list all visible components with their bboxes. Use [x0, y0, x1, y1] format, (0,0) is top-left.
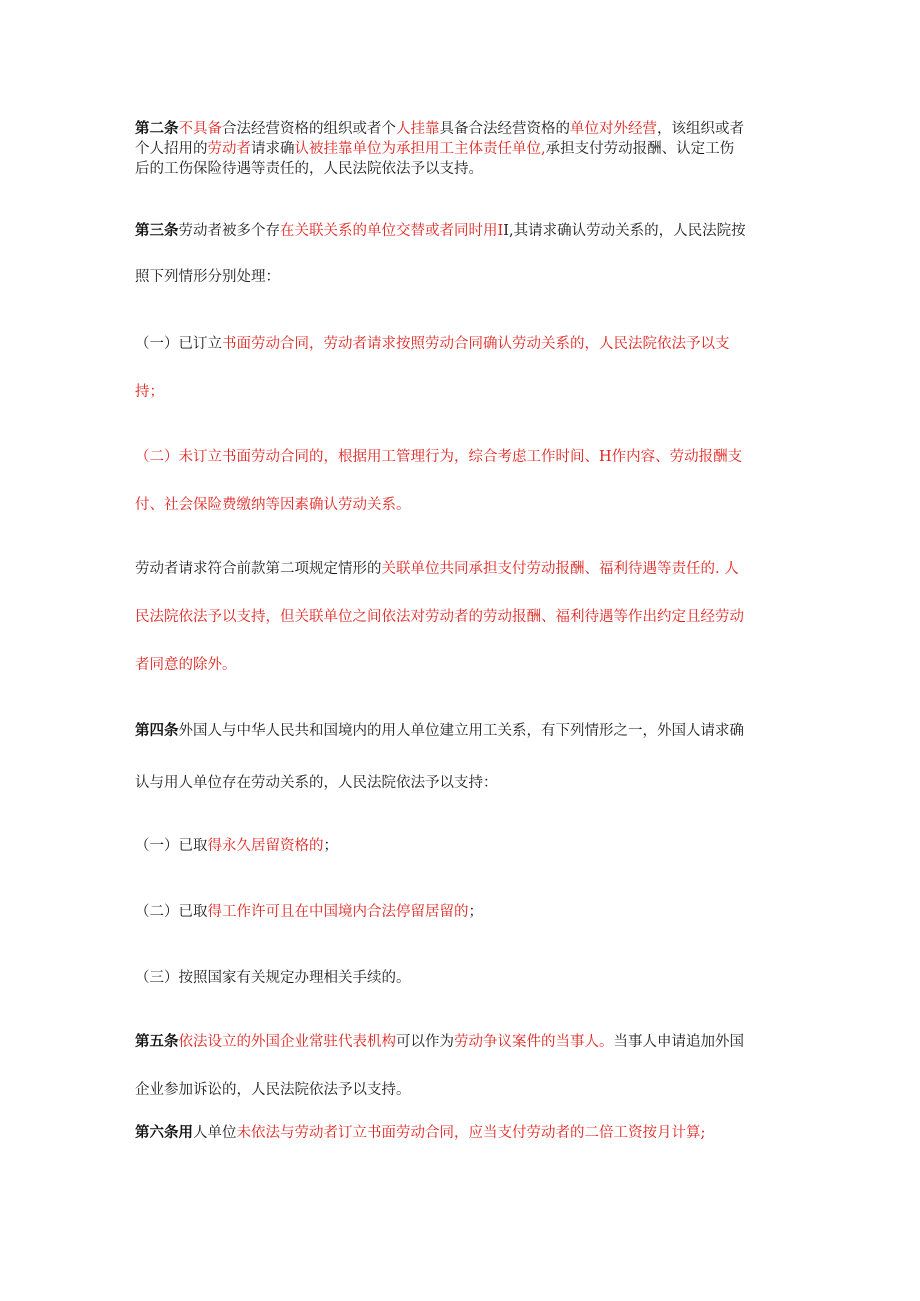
article-number: 第六条用	[135, 1124, 193, 1141]
item-line-1: （一）已订立书面劳动合同，劳动者请求按照劳动合同确认劳动关系的，人民法院依法予以支	[135, 336, 730, 352]
article-4-item-3: （三）按照国家有关规定办理相关手续的。	[135, 970, 411, 986]
item-line-2: 付、社会保险费缴纳等因素确认劳动关系。	[135, 497, 411, 513]
article-number: 第五条	[135, 1033, 179, 1050]
article-number: 第二条	[135, 120, 179, 137]
article-4-item-1: （一）已取得永久居留资格的；	[135, 838, 338, 854]
article-3-line-2: 照下列情形分别处理：	[135, 269, 280, 285]
article-4-line-2: 认与用人单位存在劳动关系的，人民法院依法予以支持：	[135, 775, 498, 791]
article-2-line-3: 后的工伤保险待遇等责任的，人民法院依法予以支持。	[135, 161, 483, 177]
article-number: 第三条	[135, 222, 179, 239]
article-number: 第四条	[135, 722, 179, 739]
item-line-1: （二）未订立书面劳动合同的，根据用工管理行为，综合考虑工作时间、H作内容、劳动报酬支	[135, 449, 743, 465]
article-4-line-1: 第四条外国人与中华人民共和国境内的用人单位建立用工关系，有下列情形之一，外国人请求确	[135, 722, 744, 739]
article-5-line-2: 企业参加诉讼的，人民法院依法予以支持。	[135, 1082, 411, 1098]
paragraph-line-3: 者同意的除外。	[135, 657, 237, 673]
article-5-line-1: 第五条依法设立的外国企业常驻代表机构可以作为劳动争议案件的当事人。当事人申请追加外国	[135, 1033, 744, 1050]
item-line-2: 持；	[135, 384, 164, 400]
article-3-line-1: 第三条劳动者被多个存在关联关系的单位交替或者同时用II,其请求确认劳动关系的，人民法院按	[135, 222, 746, 239]
article-2-line-1: 第二条不具备合法经营资格的组织或者个人挂靠具备合法经营资格的单位对外经营，该组织或者	[135, 120, 744, 137]
article-6: 第六条用人单位未依法与劳动者订立书面劳动合同，应当支付劳动者的二倍工资按月计算;	[135, 1124, 706, 1141]
paragraph-line-2: 民法院依法予以支持，但关联单位之间依法对劳动者的劳动报酬、福利待遇等作出约定且经劳动	[135, 609, 744, 625]
paragraph-line-1: 劳动者请求符合前款第二项规定情形的关联单位共同承担支付劳动报酬、福利待遇等责任的. 人	[135, 561, 739, 577]
article-2-line-2: 个人招用的劳动者请求确认被挂靠单位为承担用工主体责任单位,承担支付劳动报酬、认定工伤	[135, 141, 735, 157]
article-4-item-2: （二）已取得工作许可且在中国境内合法停留居留的；	[135, 904, 483, 920]
